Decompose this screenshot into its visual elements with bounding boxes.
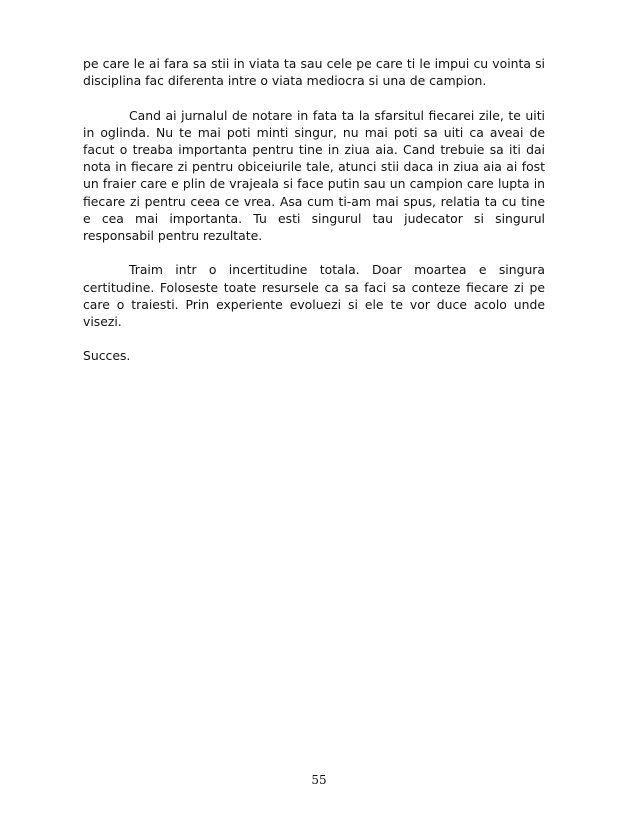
body-text	[83, 55, 545, 382]
paragraph-uncertainty: Traim intr o incertitudine totala. Doar moartea e singura certitudine. Foloseste toate resursele ca sa faci sa conteze fiecare zi pe care o traiesti. Prin experiente evoluezi si ele te vor duce acolo unde visezi.	[83, 262, 545, 330]
paragraph-journal: Cand ai jurnalul de notare in fata ta la sfarsitul fiecarei zile, te uiti in oglinda. Nu te mai poti minti singur, nu mai poti sa uiti ca aveai de facut o treaba importanta pentru tine in ziua aia. Cand trebuie sa iti dai nota in fiecare zi pentru obiceiurile tale, atunci stii daca in ziua aia ai fost un fraier care e plin de vrajeala si face putin sau un campion care lupta in fiecare zi pentru ceea ce vrea. Asa cum ti-am mai spus, relatia ta cu tine e cea mai importanta. Tu esti singurul tau judecator si singurul responsabil pentru rezultate.	[83, 107, 545, 244]
paragraph-closing: Succes.	[83, 348, 131, 364]
paragraph-continuation: pe care le ai fara sa stii in viata ta sau cele pe care ti le impui cu vointa si disciplina fac diferenta intre o viata mediocra si una de campion.	[83, 56, 545, 89]
page-number: 55	[311, 773, 327, 787]
